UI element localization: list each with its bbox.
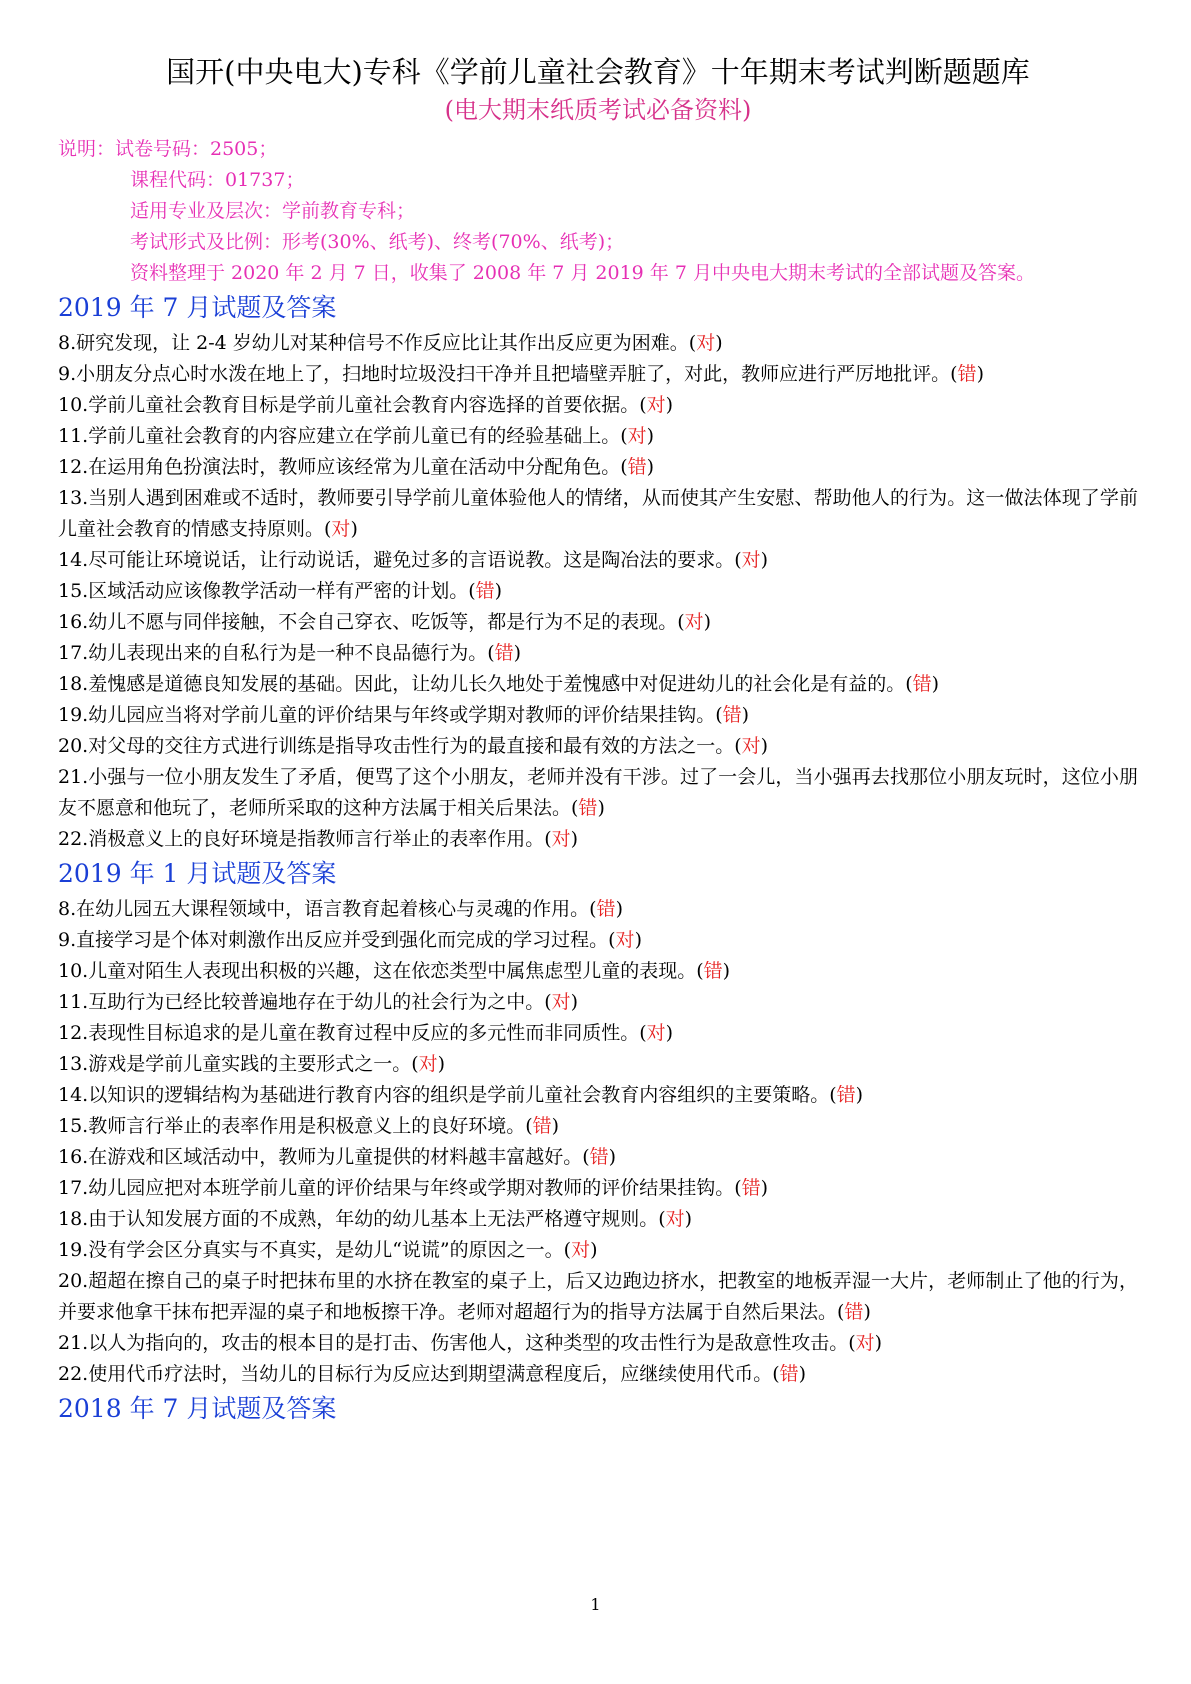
answer-mark: 错 bbox=[836, 1084, 856, 1106]
question-text: 16.幼儿不愿与同伴接触，不会自己穿衣、吃饭等，都是行为不足的表现。( bbox=[58, 611, 685, 633]
question-text: 8.在幼儿园五大课程领域中，语言教育起着核心与灵魂的作用。( bbox=[58, 898, 597, 920]
question-item bbox=[58, 925, 1138, 956]
answer-mark: 错 bbox=[844, 1301, 864, 1323]
answer-close-paren: ) bbox=[715, 332, 723, 354]
note-exam-number: 说明：试卷号码：2505； bbox=[58, 138, 278, 160]
question-text: 19.幼儿园应当将对学前儿童的评价结果与年终或学期对教师的评价结果挂钩。( bbox=[58, 704, 723, 726]
answer-mark: 错 bbox=[912, 673, 932, 695]
answer-mark: 对 bbox=[684, 611, 704, 633]
answer-mark: 错 bbox=[703, 960, 723, 982]
answer-mark: 错 bbox=[475, 580, 495, 602]
question-sections bbox=[58, 291, 1138, 1426]
answer-mark: 错 bbox=[627, 456, 647, 478]
page-number: 1 bbox=[590, 1595, 601, 1614]
section-heading: 2019 年 7 月试题及答案 bbox=[58, 293, 337, 322]
question-item bbox=[58, 1142, 1138, 1173]
question-text: 22.使用代币疗法时，当幼儿的目标行为反应达到期望满意程度后，应继续使用代币。( bbox=[58, 1363, 780, 1385]
question-item bbox=[58, 638, 1138, 669]
question-text: 21.以人为指向的，攻击的根本目的是打击、伤害他人，这种类型的攻击性行为是敌意性攻击。( bbox=[58, 1332, 856, 1354]
question-text: 9.直接学习是个体对刺激作出反应并受到强化而完成的学习过程。( bbox=[58, 929, 616, 951]
answer-close-paren: ) bbox=[798, 1363, 807, 1385]
answer-mark: 错 bbox=[957, 363, 977, 385]
question-item bbox=[58, 576, 1138, 607]
note-major: 适用专业及层次：学前教育专科； bbox=[130, 200, 416, 222]
answer-close-paren: ) bbox=[634, 929, 642, 951]
question-item bbox=[58, 545, 1138, 576]
answer-mark: 错 bbox=[596, 898, 616, 920]
question-text: 11.学前儿童社会教育的内容应建立在学前儿童已有的经验基础上。( bbox=[58, 425, 628, 447]
answer-mark: 对 bbox=[551, 991, 571, 1013]
answer-close-paren: ) bbox=[741, 704, 750, 726]
answer-mark: 错 bbox=[532, 1115, 552, 1137]
exam-notes bbox=[58, 134, 1138, 289]
answer-close-paren: ) bbox=[931, 673, 940, 695]
question-text: 15.教师言行举止的表率作用是积极意义上的良好环境。( bbox=[58, 1115, 533, 1137]
question-item bbox=[58, 1359, 1138, 1390]
question-item bbox=[58, 1018, 1138, 1049]
question-item bbox=[58, 956, 1138, 987]
answer-mark: 对 bbox=[646, 394, 666, 416]
note-course-code: 课程代码：01737； bbox=[130, 169, 305, 191]
answer-mark: 对 bbox=[665, 1208, 685, 1230]
answer-close-paren: ) bbox=[760, 1177, 769, 1199]
question-item bbox=[58, 1204, 1138, 1235]
question-item bbox=[58, 607, 1138, 638]
answer-close-paren: ) bbox=[437, 1053, 446, 1075]
answer-close-paren: ) bbox=[570, 828, 579, 850]
answer-close-paren: ) bbox=[665, 394, 674, 416]
answer-close-paren: ) bbox=[722, 960, 731, 982]
note-exam-form: 考试形式及比例：形考(30%、纸考)、终考(70%、纸考)； bbox=[130, 231, 625, 253]
question-text: 14.尽可能让环境说话，让行动说话，避免过多的言语说教。这是陶冶法的要求。( bbox=[58, 549, 742, 571]
answer-mark: 对 bbox=[741, 735, 761, 757]
document-page bbox=[58, 52, 1138, 1429]
question-text: 15.区域活动应该像教学活动一样有严密的计划。( bbox=[58, 580, 476, 602]
question-text: 22.消极意义上的良好环境是指教师言行举止的表率作用。( bbox=[58, 828, 552, 850]
question-item bbox=[58, 328, 1138, 359]
answer-mark: 对 bbox=[696, 332, 716, 354]
page-title: 国开(中央电大)专科《学前儿童社会教育》十年期末考试判断题题库 bbox=[166, 55, 1030, 89]
question-item bbox=[58, 894, 1138, 925]
question-item bbox=[58, 824, 1138, 855]
answer-mark: 错 bbox=[578, 797, 598, 819]
answer-close-paren: ) bbox=[760, 735, 769, 757]
question-item bbox=[58, 669, 1138, 700]
question-list bbox=[58, 894, 1138, 1390]
answer-close-paren: ) bbox=[874, 1332, 883, 1354]
question-item bbox=[58, 762, 1138, 824]
answer-close-paren: ) bbox=[597, 797, 605, 819]
answer-mark: 对 bbox=[418, 1053, 438, 1075]
note-compiled: 资料整理于 2020 年 2 月 7 日，收集了 2008 年 7 月 2019 年 7 月中央电大期末考试的全部试题及答案。 bbox=[130, 262, 1035, 284]
question-text: 13.游戏是学前儿童实践的主要形式之一。( bbox=[58, 1053, 419, 1075]
question-item bbox=[58, 987, 1138, 1018]
answer-mark: 对 bbox=[551, 828, 571, 850]
answer-mark: 错 bbox=[779, 1363, 799, 1385]
question-item bbox=[58, 1080, 1138, 1111]
answer-close-paren: ) bbox=[646, 425, 655, 447]
question-item bbox=[58, 1111, 1138, 1142]
answer-close-paren: ) bbox=[976, 363, 984, 385]
section-heading: 2018 年 7 月试题及答案 bbox=[58, 1394, 337, 1423]
answer-close-paren: ) bbox=[703, 611, 712, 633]
question-item bbox=[58, 1173, 1138, 1204]
question-text: 18.羞愧感是道德良知发展的基础。因此，让幼儿长久地处于羞愧感中对促进幼儿的社会化是有益的。( bbox=[58, 673, 913, 695]
question-text: 14.以知识的逻辑结构为基础进行教育内容的组织是学前儿童社会教育内容组织的主要策略。( bbox=[58, 1084, 837, 1106]
page-subtitle: (电大期末纸质考试必备资料) bbox=[444, 96, 752, 124]
question-item bbox=[58, 700, 1138, 731]
answer-close-paren: ) bbox=[760, 549, 769, 571]
answer-mark: 对 bbox=[331, 518, 351, 540]
question-text: 17.幼儿园应把对本班学前儿童的评价结果与年终或学期对教师的评价结果挂钩。( bbox=[58, 1177, 742, 1199]
answer-close-paren: ) bbox=[646, 456, 655, 478]
question-text: 17.幼儿表现出来的自私行为是一种不良品德行为。( bbox=[58, 642, 495, 664]
question-text: 11.互助行为已经比较普遍地存在于幼儿的社会行为之中。( bbox=[58, 991, 552, 1013]
question-item bbox=[58, 483, 1138, 545]
question-list bbox=[58, 328, 1138, 855]
answer-mark: 错 bbox=[741, 1177, 761, 1199]
answer-close-paren: ) bbox=[684, 1208, 693, 1230]
question-text: 16.在游戏和区域活动中，教师为儿童提供的材料越丰富越好。( bbox=[58, 1146, 590, 1168]
answer-mark: 对 bbox=[615, 929, 635, 951]
question-text: 18.由于认知发展方面的不成熟，年幼的幼儿基本上无法严格遵守规则。( bbox=[58, 1208, 666, 1230]
answer-close-paren: ) bbox=[855, 1084, 864, 1106]
question-item bbox=[58, 359, 1138, 390]
question-text: 8.研究发现，让 2-4 岁幼儿对某种信号不作反应比让其作出反应更为困难。( bbox=[58, 332, 697, 354]
question-text: 9.小朋友分点心时水泼在地上了，扫地时垃圾没扫干净并且把墙壁弄脏了，对此，教师应进行严厉地批评。( bbox=[58, 363, 958, 385]
question-text: 12.表现性目标追求的是儿童在教育过程中反应的多元性而非同质性。( bbox=[58, 1022, 647, 1044]
question-text: 21.小强与一位小朋友发生了矛盾，便骂了这个小朋友，老师并没有干涉。过了一会儿，当小强再去找那位小朋友玩时，这位小朋友不愿意和他玩了，老师所采取的这种方法属于相关后果法。( bbox=[58, 766, 1138, 819]
question-item bbox=[58, 1049, 1138, 1080]
question-text: 20.超超在擦自己的桌子时把抹布里的水挤在教室的桌子上，后又边跑边挤水，把教室的地板弄湿一大片，老师制止了他的行为，并要求他拿干抹布把弄湿的桌子和地板擦干净。老师对超超行为的指导方法属于自然后果法。( bbox=[58, 1270, 1138, 1323]
question-item bbox=[58, 421, 1138, 452]
answer-mark: 错 bbox=[589, 1146, 609, 1168]
answer-mark: 对 bbox=[855, 1332, 875, 1354]
answer-mark: 对 bbox=[646, 1022, 666, 1044]
question-text: 13.当别人遇到困难或不适时，教师要引导学前儿童体验他人的情绪，从而使其产生安慰、帮助他人的行为。这一做法体现了学前儿童社会教育的情感支持原则。( bbox=[58, 487, 1138, 540]
question-text: 12.在运用角色扮演法时，教师应该经常为儿童在活动中分配角色。( bbox=[58, 456, 628, 478]
question-item bbox=[58, 452, 1138, 483]
question-text: 19.没有学会区分真实与不真实，是幼儿“说谎”的原因之一。( bbox=[58, 1239, 572, 1261]
answer-mark: 错 bbox=[722, 704, 742, 726]
question-item bbox=[58, 390, 1138, 421]
question-item bbox=[58, 1328, 1138, 1359]
question-item bbox=[58, 1235, 1138, 1266]
answer-close-paren: ) bbox=[615, 898, 623, 920]
answer-close-paren: ) bbox=[590, 1239, 598, 1261]
question-item bbox=[58, 731, 1138, 762]
answer-close-paren: ) bbox=[494, 580, 503, 602]
answer-close-paren: ) bbox=[665, 1022, 674, 1044]
question-text: 10.学前儿童社会教育目标是学前儿童社会教育内容选择的首要依据。( bbox=[58, 394, 647, 416]
answer-mark: 对 bbox=[627, 425, 647, 447]
answer-close-paren: ) bbox=[608, 1146, 617, 1168]
answer-close-paren: ) bbox=[513, 642, 522, 664]
answer-mark: 错 bbox=[494, 642, 514, 664]
answer-close-paren: ) bbox=[350, 518, 358, 540]
answer-close-paren: ) bbox=[863, 1301, 871, 1323]
section-heading: 2019 年 1 月试题及答案 bbox=[58, 859, 337, 888]
question-item bbox=[58, 1266, 1138, 1328]
question-text: 20.对父母的交往方式进行训练是指导攻击性行为的最直接和最有效的方法之一。( bbox=[58, 735, 742, 757]
answer-mark: 对 bbox=[741, 549, 761, 571]
question-text: 10.儿童对陌生人表现出积极的兴趣，这在依恋类型中属焦虑型儿童的表现。( bbox=[58, 960, 704, 982]
answer-close-paren: ) bbox=[551, 1115, 560, 1137]
answer-mark: 对 bbox=[571, 1239, 591, 1261]
answer-close-paren: ) bbox=[570, 991, 579, 1013]
